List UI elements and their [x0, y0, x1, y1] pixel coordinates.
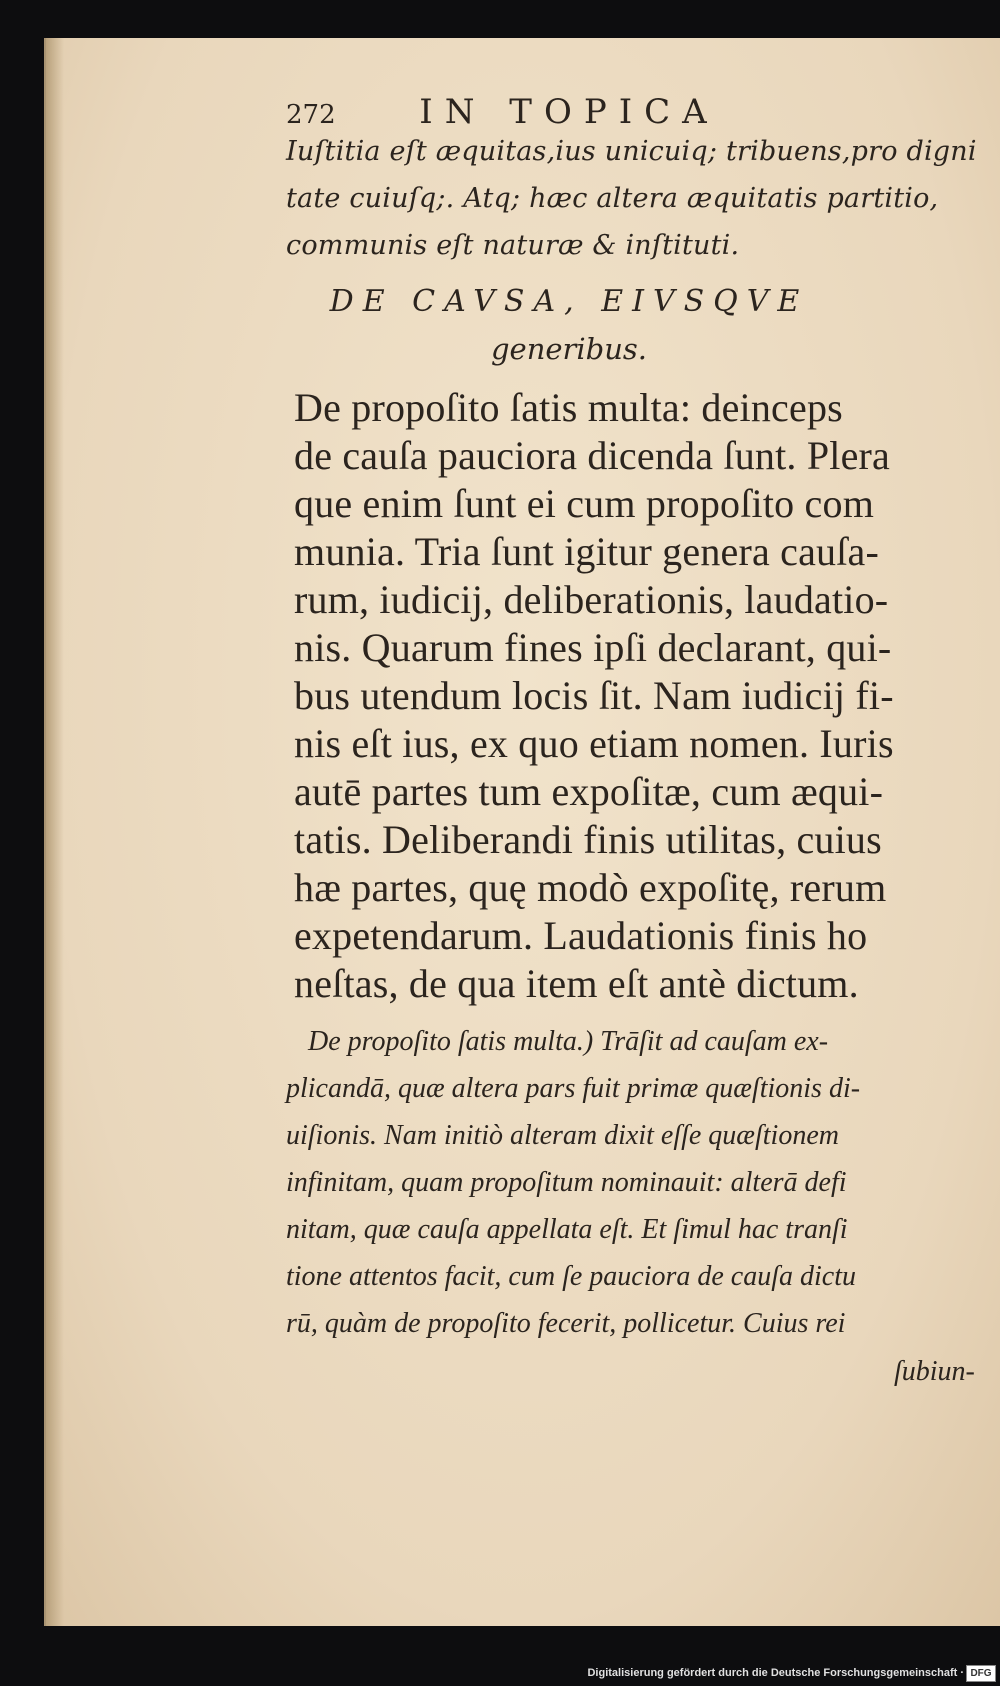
commentary-line: rū, quàm de propoſito fecerit, pollicetur. Cuius rei: [286, 1308, 846, 1339]
main-text-line: nis. Quarum fines ipſi declarant, qui-: [294, 625, 892, 670]
commentary-line: plicandā, quæ altera pars fuit primæ quæſtionis di-: [286, 1073, 861, 1104]
page-number: 272: [286, 100, 336, 130]
dfg-logo: DFG: [966, 1665, 996, 1682]
main-text-line: De propoſito ſatis multa: deinceps: [294, 385, 843, 430]
main-text-line: munia. Tria ſunt igitur genera cauſa-: [294, 529, 880, 574]
section-heading: DE CAVSA, EIVSQVE: [329, 284, 809, 319]
main-text-line: de cauſa pauciora dicenda ſunt. Plera: [294, 433, 891, 478]
main-text-line: hæ partes, quę modò expoſitę, rerum: [294, 865, 887, 910]
catchword: ſubiun-: [894, 1356, 975, 1387]
commentary-line: infinitam, quam propoſitum nominauit: alterā defi: [286, 1167, 847, 1198]
main-text-line: expetendarum. Laudationis finis ho: [294, 913, 868, 958]
definition-line: tate cuiuſq;. Atq; hæc altera æquitatis partitio,: [286, 183, 939, 214]
main-text-line: rum, iudicij, deliberationis, laudatio-: [294, 577, 889, 622]
digitization-credit: Digitalisierung gefördert durch die Deutsche Forschungsgemeinschaft ·: [587, 1667, 964, 1679]
commentary-line: nitam, quæ cauſa appellata eſt. Et ſimul hac tranſi: [286, 1214, 848, 1245]
definition-line: communis eſt naturæ & inſtituti.: [286, 230, 740, 261]
running-title: IN TOPICA: [419, 92, 719, 132]
commentary-line: De propoſito ſatis multa.) Trāſit ad cauſam ex-: [308, 1026, 829, 1057]
section-heading-sub: generibus.: [490, 332, 648, 366]
main-text-line: bus utendum locis ſit. Nam iudicij fi-: [294, 673, 894, 718]
main-text-line: nis eſt ius, ex quo etiam nomen. Iuris: [294, 721, 894, 766]
main-text-line: autē partes tum expoſitæ, cum æqui-: [294, 769, 884, 814]
commentary-line: uiſionis. Nam initiò alteram dixit eſſe quæſtionem: [286, 1120, 839, 1151]
main-text-line: neſtas, de qua item eſt antè dictum.: [294, 961, 859, 1006]
commentary-line: tione attentos facit, cum ſe pauciora de cauſa dictu: [286, 1261, 856, 1292]
main-text-line: tatis. Deliberandi finis utilitas, cuius: [294, 817, 882, 862]
book-page: [44, 38, 1000, 1626]
definition-line: Iuſtitia eſt æquitas,ius unicuiq; tribuens,pro digni: [286, 136, 977, 167]
main-text-line: que enim ſunt ei cum propoſito com: [294, 481, 875, 526]
